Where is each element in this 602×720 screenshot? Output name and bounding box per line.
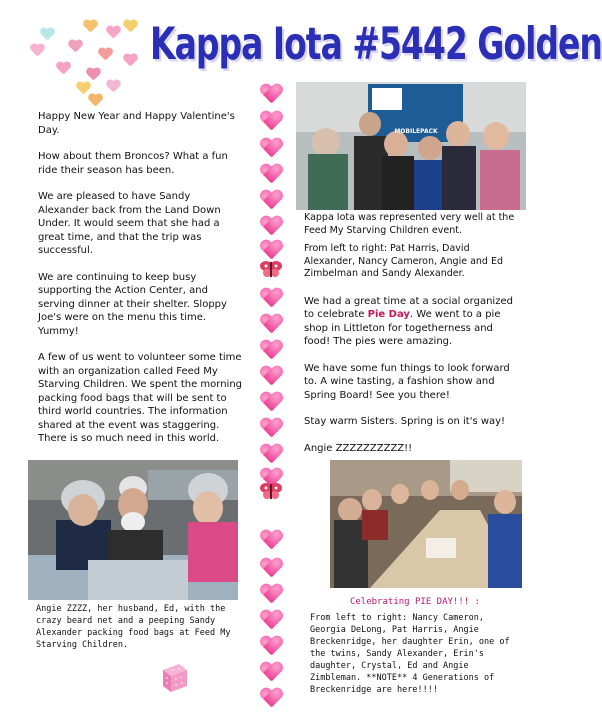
photo-packing-food <box>28 460 238 600</box>
heart-icon <box>260 340 282 360</box>
heart-icon <box>83 20 97 32</box>
caption-pie-day: From left to right: Nancy Cameron, Georgia DeLong, Pat Harris, Angie Breckenridge, her daughter Erin, one of the twins, Sandy Alexander, Erin's daughter, Crystal, Ed and Angie Zimbleman. **NOTE** 4 Generations of Breckenridge are here!!!! <box>310 613 510 695</box>
heart-icon <box>260 84 282 104</box>
pie-text-after: . We went to a pie shop in Littleton for togetherness and food! The pies were amazing. <box>304 309 501 347</box>
caption-represented: Kappa Iota was represented very well at the Feed My Starving Children event. <box>304 212 515 236</box>
paragraph-action-center: We are continuing to keep busy supporting the Action Center, and serving dinner at their shelter. Sloppy Joe's were on the menu this time. Yummy! <box>38 271 227 337</box>
heart-icon <box>260 138 282 158</box>
heart-icon <box>260 216 282 236</box>
heart-icon <box>260 288 282 308</box>
heart-icon <box>260 558 282 578</box>
caption-left-to-right: From left to right: Pat Harris, David Alexander, Nancy Cameron, Angie and Ed Zimbelman and Sandy Alexander. <box>304 243 504 279</box>
heart-icon <box>260 688 282 708</box>
paragraph-sandy: We are pleased to have Sandy Alexander back from the Land Down Under. It would seem that she had a great time, and that the trip was successful. <box>38 191 221 256</box>
left-column-text <box>38 110 244 459</box>
heart-icon <box>106 26 120 38</box>
butterfly-icon <box>259 260 283 278</box>
paragraph-stay-warm: Stay warm Sisters. Spring is on it's way! <box>304 416 506 427</box>
heart-icon <box>260 392 282 412</box>
heart-divider <box>256 80 286 720</box>
celebrate-title: Celebrating PIE DAY!!! : <box>349 597 481 607</box>
mobilepack-sign-text: MOBILEPACK <box>394 128 438 135</box>
gift-box-icon <box>159 662 189 694</box>
hearts-cluster <box>28 18 148 108</box>
heart-icon <box>260 190 282 210</box>
right-column-text <box>304 212 522 468</box>
heart-icon <box>260 314 282 334</box>
pie-text-before: We had a great time at a social organized to celebrate <box>304 295 513 320</box>
heart-icon <box>260 530 282 550</box>
heart-icon <box>30 44 44 56</box>
heart-icon <box>260 418 282 438</box>
heart-icon <box>260 164 282 184</box>
heart-icon <box>106 80 120 92</box>
heart-icon <box>260 111 282 131</box>
pie-day-link[interactable]: Pie Day <box>367 309 410 320</box>
paragraph-broncos: How about them Broncos? What a fun ride their season has been. <box>38 151 228 176</box>
heart-icon <box>40 28 54 40</box>
heart-icon <box>260 366 282 386</box>
heart-icon <box>123 54 137 66</box>
photo-pie-day <box>330 460 522 588</box>
heart-icon <box>86 68 100 80</box>
page-title: Kappa Iota #5442 Golden <box>150 17 602 70</box>
signature: Angie ZZZZZZZZZZ!! <box>304 442 413 454</box>
butterfly-icon <box>259 482 283 500</box>
photo-caption-packing: Angie ZZZZ, her husband, Ed, with the crazy beard net and a peeping Sandy Alexander packing food bags at Feed My Starving Children. <box>36 604 231 650</box>
heart-icon <box>88 94 102 106</box>
heart-icon <box>260 636 282 656</box>
heart-icon <box>76 82 90 94</box>
heart-icon <box>98 48 112 60</box>
heart-icon <box>260 584 282 604</box>
heart-icon <box>260 444 282 464</box>
heart-icon <box>56 62 70 74</box>
heart-icon <box>123 20 137 32</box>
heart-icon <box>68 40 82 52</box>
photo-mobilepack-group <box>296 82 526 210</box>
heart-icon <box>260 662 282 682</box>
paragraph-greeting: Happy New Year and Happy Valentine's Day. <box>38 111 235 136</box>
heart-icon <box>260 610 282 630</box>
paragraph-pie-day <box>304 295 522 349</box>
paragraph-forward: We have some fun things to look forward to. A wine tasting, a fashion show and Spring Board! See you there! <box>304 362 510 401</box>
paragraph-feed-children: A few of us went to volunteer some time with an organization called Feed My Starving Children. We spent the morning packing food bags that will be sent to third world countries. The information shared at the event was staggering. There is so much need in this world. <box>38 352 242 444</box>
heart-icon <box>260 240 282 260</box>
